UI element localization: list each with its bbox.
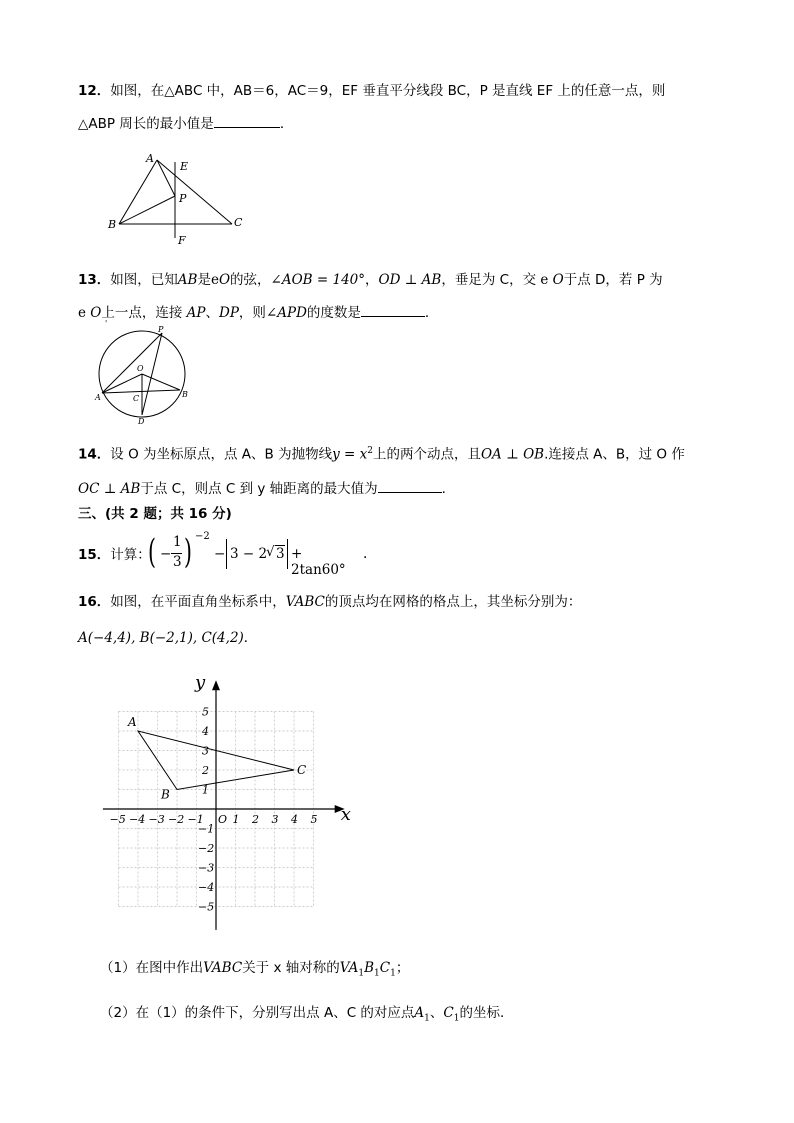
y-axis-arrow [212, 680, 220, 690]
y-tick-label: 4 [202, 725, 209, 738]
y-tick-label: 2 [202, 764, 209, 777]
q12-label-c: C [234, 216, 243, 229]
q13-label-d: D [138, 417, 145, 426]
q12-answer-blank [214, 113, 280, 128]
q13-label-o: O [137, 364, 144, 373]
x-tick-label: −2 [168, 813, 185, 826]
y-tick-label: 5 [202, 705, 209, 719]
x-axis-label: x [340, 804, 351, 825]
q14-line1: 14．设 O 为坐标原点，点 A、B 为抛物线$y = x^2$上的两个动点，且OA ⊥ OB.连接点 A、B，过 O 作 [78, 446, 685, 463]
q16-coords: A(−4,4), B(−2,1), C(4,2)． [78, 630, 258, 646]
q13-label-c: C [133, 394, 140, 403]
x-tick-label: −1 [187, 813, 204, 826]
x-tick-label: −5 [109, 813, 126, 826]
q16-line1: 16．如图，在平面直角坐标系中，VABC的顶点均在网格的格点上，其坐标分别为： [78, 594, 582, 610]
y-axis-label: y [195, 672, 206, 694]
q12-line1: 12．如图，在△ABC 中，AB＝6，AC＝9，EF 垂直平分线段 BC，P 是直线 EF 上的任意一点，则 [78, 83, 666, 99]
x-tick-label: 3 [271, 813, 279, 826]
q14-answer-blank [378, 478, 442, 493]
x-tick-label: −4 [129, 813, 146, 826]
y-tick-label: 1 [202, 783, 209, 797]
x-tick-label: −3 [148, 813, 165, 826]
q12-line2: △ABP 周长的最小值是 ． [78, 113, 293, 134]
q13-label-b: B [182, 390, 188, 399]
q16-sub1: （1）在图中作出VABC关于 x 轴对称的$VA_1B_1C_1$； [100, 960, 410, 979]
q12-triangle-figure [100, 148, 260, 248]
q12-label-e: E [180, 160, 189, 173]
y-tick-label: −5 [198, 900, 215, 914]
x-tick-label: 4 [291, 813, 298, 826]
coordinate-grid [100, 672, 360, 940]
q12-label-p: P [179, 192, 187, 205]
y-tick-label: −3 [198, 861, 215, 875]
x-tick-label: 1 [232, 813, 240, 826]
point-label-b: B [161, 787, 170, 802]
section-3-title: 三、(共 2 题；共 16 分) [78, 506, 232, 522]
q13-line2: e O上一点，连接 AP、DP，则∠APD的度数是 ． [78, 302, 438, 323]
point-label-c: C [297, 763, 307, 777]
y-tick-label: 3 [202, 744, 209, 758]
x-tick-label: 5 [310, 813, 318, 826]
point-label-a: A [128, 715, 137, 729]
y-tick-label: −1 [198, 822, 215, 836]
q12-label-f: F [178, 234, 186, 247]
q13-line1: 13．如图，已知AB是eO的弦，∠AOB = 140°，OD ⊥ AB，垂足为 C，交 e O于点 D，若 P 为 [78, 272, 663, 288]
svg-text:': ' [105, 319, 108, 328]
q15-label: 15．计算： [78, 547, 151, 563]
q14-line2: OC ⊥ AB于点 C，则点 C 到 y 轴距离的最大值为 . [78, 478, 446, 499]
q13-answer-blank [361, 302, 425, 317]
q13-label-a: A [95, 393, 101, 402]
q16-sub2: （2）在（1）的条件下，分别写出点 A、C 的对应点$A_1$、$C_1$的坐标． [100, 1005, 514, 1024]
q12-label-b: B [108, 218, 117, 231]
q12-label-a: A [146, 152, 154, 165]
q13-label-p: P [158, 325, 164, 334]
q15-expression: ( − 1 3 ) −2 − 3 − 2 √ 3 + 2tan60° . [148, 531, 368, 578]
x-tick-label: 2 [252, 813, 259, 826]
y-tick-label: −2 [198, 842, 215, 855]
y-tick-label: −4 [198, 881, 215, 894]
q13-circle-figure [90, 320, 200, 430]
origin-label: O [218, 813, 228, 826]
